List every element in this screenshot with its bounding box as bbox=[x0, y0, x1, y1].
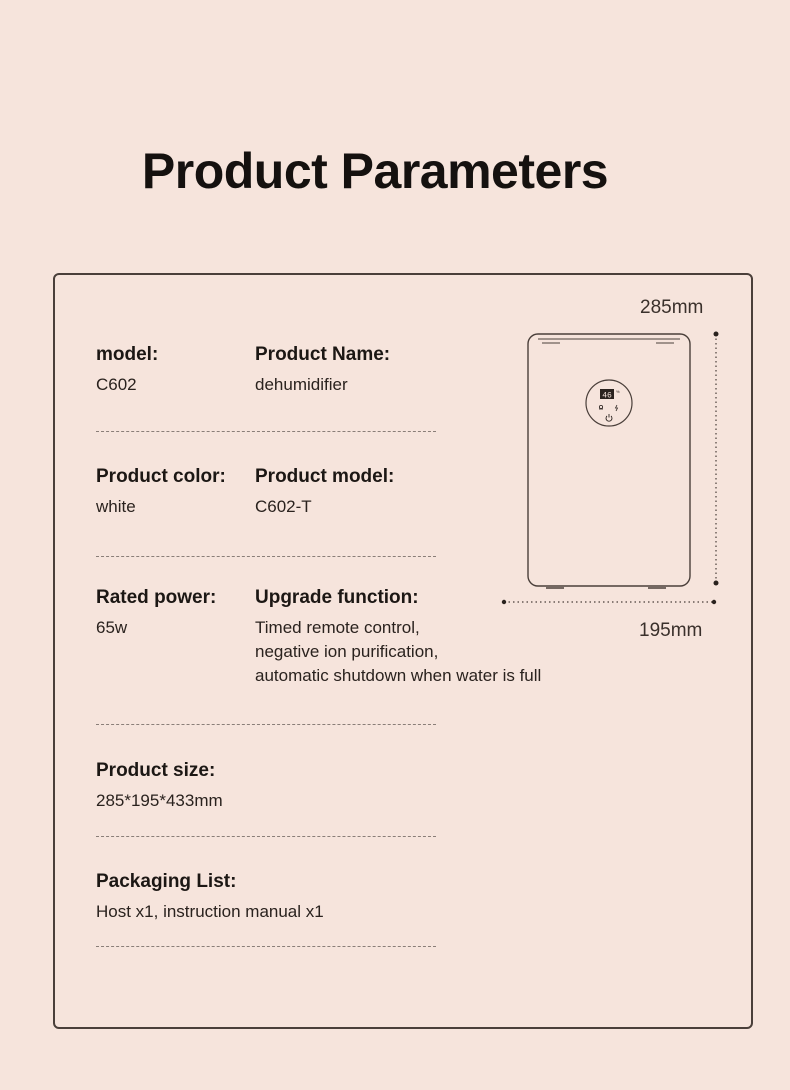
product-model-label: Product model: bbox=[255, 466, 395, 487]
ion-icon bbox=[616, 405, 618, 411]
product-name-value: dehumidifier bbox=[255, 375, 348, 394]
fan-icon bbox=[599, 405, 603, 409]
size-value: 285*195*433mm bbox=[96, 791, 223, 810]
height-dimension-end bbox=[714, 581, 719, 586]
model-label: model: bbox=[96, 344, 159, 365]
power-value: 65w bbox=[96, 618, 128, 637]
upgrade-function-line: automatic shutdown when water is full bbox=[255, 666, 542, 685]
power-icon bbox=[606, 414, 612, 421]
width-dimension-end bbox=[502, 600, 506, 604]
divider bbox=[96, 836, 436, 837]
model-value: C602 bbox=[96, 375, 137, 394]
product-model-value: C602-T bbox=[255, 497, 312, 516]
power-label: Rated power: bbox=[96, 587, 217, 608]
control-panel bbox=[586, 380, 632, 426]
dehumidifier-body bbox=[528, 334, 690, 586]
humidity-unit: % bbox=[616, 389, 620, 394]
page-title: Product Parameters bbox=[141, 143, 609, 199]
height-dimension-end bbox=[714, 332, 719, 337]
width-dimension-label: 195mm bbox=[639, 620, 703, 641]
divider bbox=[96, 556, 436, 557]
height-dimension-label: 285mm bbox=[640, 297, 704, 318]
color-label: Product color: bbox=[96, 466, 226, 487]
upgrade-function-line: Timed remote control, bbox=[255, 618, 420, 637]
upgrade-function-line: negative ion purification, bbox=[255, 642, 439, 661]
dehumidifier-diagram bbox=[498, 326, 723, 611]
size-label: Product size: bbox=[96, 760, 216, 781]
width-dimension-end bbox=[712, 600, 716, 604]
humidity-reading: 46 bbox=[602, 391, 612, 401]
divider bbox=[96, 724, 436, 725]
packaging-value: Host x1, instruction manual x1 bbox=[96, 902, 324, 921]
product-name-label: Product Name: bbox=[255, 344, 391, 365]
divider bbox=[96, 431, 436, 432]
packaging-label: Packaging List: bbox=[96, 871, 237, 892]
divider bbox=[96, 946, 436, 947]
upgrade-function-label: Upgrade function: bbox=[255, 587, 419, 608]
color-value: white bbox=[96, 497, 136, 516]
